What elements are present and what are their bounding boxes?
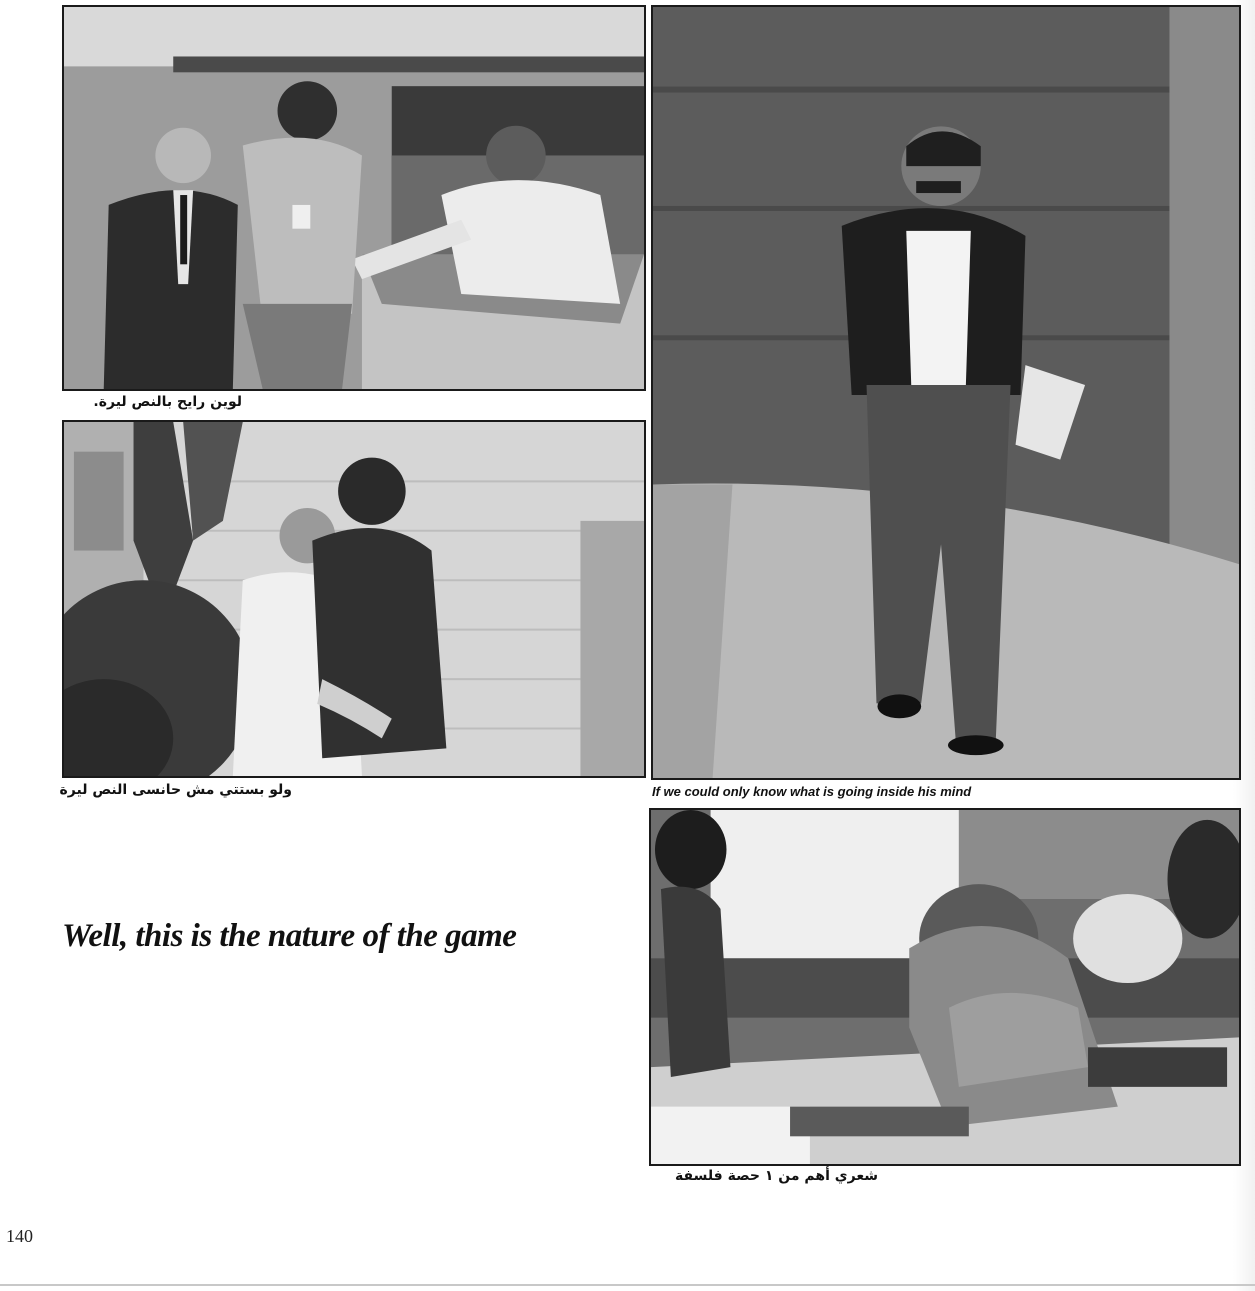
page-number: 140 [6, 1226, 33, 1246]
bottom-rule [0, 1284, 1255, 1286]
photo-men-at-window [62, 5, 646, 391]
photo-classroom-image [651, 810, 1239, 1164]
caption-top-left: لوين رايح بالنص ليرة. [93, 394, 242, 410]
caption-right-top: If we could only know what is going inside his mind [652, 784, 972, 799]
caption-right-bottom: شعري أهم من ١ حصة فلسفة [675, 1168, 878, 1184]
photo-classroom [649, 808, 1241, 1166]
photo-two-men-outdoors [62, 420, 646, 778]
photo-man-walking-image [653, 7, 1239, 778]
photo-man-walking [651, 5, 1241, 780]
caption-middle-left: ولو بستتي مش حانسى النص ليرة [59, 782, 292, 798]
headline: Well, this is the nature of the game [62, 918, 517, 954]
photo-men-at-window-image [64, 7, 644, 389]
photo-two-men-outdoors-image [64, 422, 644, 776]
